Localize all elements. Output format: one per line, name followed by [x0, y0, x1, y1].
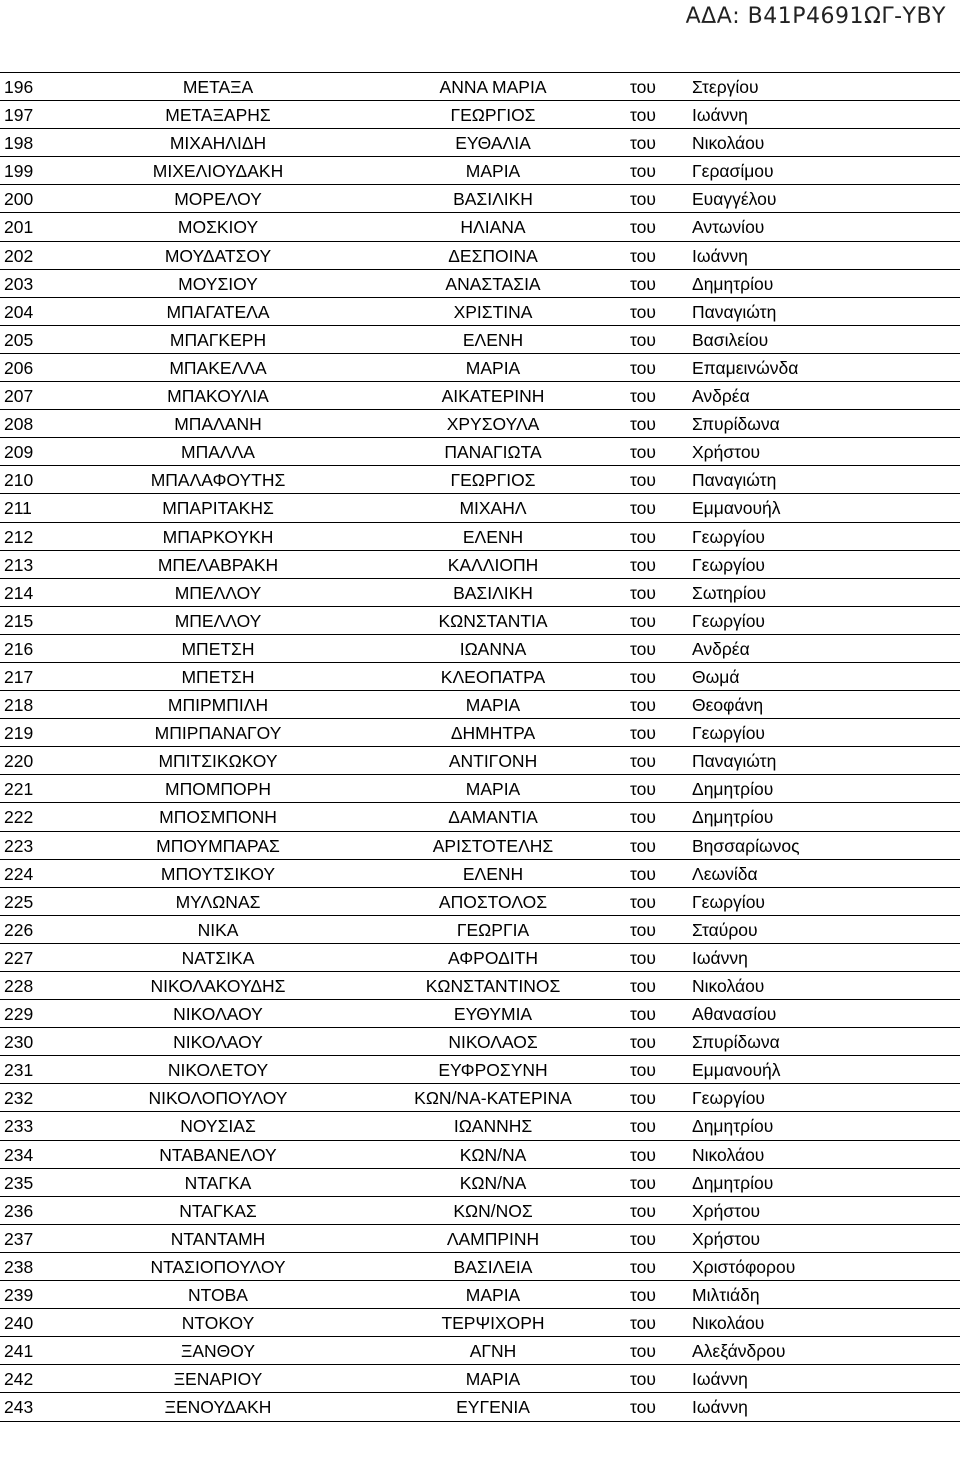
surname: ΝΙΚΟΛΕΤΟΥ [167, 1060, 269, 1081]
of-word: του [630, 161, 656, 182]
table-row [0, 326, 960, 354]
surname: ΜΟΡΕΛΟΥ [174, 189, 262, 210]
of-word: του [630, 1285, 656, 1306]
table-row [0, 129, 960, 157]
table-row [0, 466, 960, 494]
row-number: 206 [4, 357, 34, 378]
father-name: Αλεξάνδρου [692, 1341, 786, 1362]
table-row [0, 523, 960, 551]
row-number: 198 [4, 133, 34, 154]
table-row [0, 270, 960, 298]
row-number: 197 [4, 105, 34, 126]
surname: ΜΠΟΥΜΠΑΡΑΣ [156, 835, 280, 856]
first-name: ΜΙΧΑΗΛ [459, 498, 527, 519]
father-name: Δημητρίου [692, 1116, 774, 1137]
row-number: 219 [4, 723, 34, 744]
father-name: Γεωργίου [692, 1088, 765, 1109]
surname: ΞΑΝΘΟΥ [180, 1341, 256, 1362]
row-number: 216 [4, 638, 34, 659]
father-name: Ιωάννη [692, 1369, 748, 1390]
father-name: Ευαγγέλου [692, 189, 777, 210]
of-word: του [630, 779, 656, 800]
names-table [0, 72, 960, 1422]
row-number: 205 [4, 329, 34, 350]
surname: ΜΕΤΑΞΑΡΗΣ [165, 105, 271, 126]
first-name: ΧΡΥΣΟΥΛΑ [446, 414, 540, 435]
table-row [0, 747, 960, 775]
surname: ΜΟΥΔΑΤΣΟΥ [164, 245, 272, 266]
of-word: του [630, 1397, 656, 1418]
row-number: 223 [4, 835, 34, 856]
row-number: 201 [4, 217, 34, 238]
first-name: ΒΑΣΙΛΕΙΑ [453, 1256, 533, 1277]
father-name: Θωμά [692, 666, 740, 687]
first-name: ΧΡΙΣΤΙΝΑ [453, 301, 533, 322]
surname: ΜΠΟΜΠΟΡΗ [165, 779, 271, 800]
father-name: Σωτηρίου [692, 582, 767, 603]
surname: ΝΤΑΝΤΑΜΗ [170, 1228, 266, 1249]
row-number: 229 [4, 1004, 34, 1025]
first-name: ΕΥΘΑΛΙΑ [455, 133, 531, 154]
of-word: του [630, 1116, 656, 1137]
father-name: Εμμανουήλ [692, 498, 781, 519]
surname: ΝΙΚΟΛΑΟΥ [173, 1032, 263, 1053]
father-name: Χρήστου [692, 1228, 761, 1249]
table-row [0, 410, 960, 438]
row-number: 203 [4, 273, 34, 294]
row-number: 228 [4, 976, 34, 996]
surname: ΜΠΕΤΣΗ [181, 666, 255, 687]
first-name: ΔΗΜΗΤΡΑ [450, 723, 536, 744]
father-name: Παναγιώτη [692, 301, 777, 322]
of-word: του [630, 357, 656, 378]
table-row [0, 494, 960, 522]
father-name: Σπυρίδωνα [692, 1032, 780, 1053]
row-number: 227 [4, 947, 34, 968]
table-row [0, 832, 960, 860]
father-name: Λεωνίδα [692, 863, 758, 884]
first-name: ΓΕΩΡΓΙΟΣ [450, 105, 536, 126]
father-name: Χρήστου [692, 442, 761, 463]
of-word: του [630, 638, 656, 659]
surname: ΜΠΑΛΑΦΟΥΤΗΣ [150, 470, 286, 491]
father-name: Δημητρίου [692, 807, 774, 828]
father-name: Παναγιώτη [692, 751, 777, 772]
father-name: Χρήστου [692, 1200, 761, 1221]
surname: ΜΠΟΣΜΠΟΝΗ [159, 807, 277, 828]
row-number: 233 [4, 1116, 34, 1137]
of-word: του [630, 582, 656, 603]
first-name: ΠΑΝΑΓΙΩΤΑ [444, 442, 542, 463]
table-row [0, 1365, 960, 1393]
surname: ΜΠΕΛΑΒΡΑΚΗ [157, 554, 279, 575]
surname: ΝΟΥΣΙΑΣ [180, 1116, 256, 1137]
row-number: 199 [4, 161, 34, 182]
father-name: Ανδρέα [692, 638, 750, 659]
row-number: 243 [4, 1397, 34, 1418]
row-number: 225 [4, 891, 34, 912]
surname: ΜΙΧΕΛΙΟΥΔΑΚΗ [152, 161, 284, 182]
father-name: Ιωάννη [692, 105, 748, 126]
of-word: του [630, 217, 656, 238]
row-number: 226 [4, 919, 34, 940]
father-name: Επαμεινώνδα [692, 357, 799, 378]
of-word: του [630, 442, 656, 463]
table-row [0, 1393, 960, 1421]
table-row [0, 382, 960, 410]
first-name: ΚΩΝ/ΝΑ [459, 1144, 527, 1165]
row-number: 220 [4, 751, 34, 772]
of-word: του [630, 1032, 656, 1053]
of-word: του [630, 77, 656, 97]
of-word: του [630, 666, 656, 687]
surname: ΜΠΑΚΟΥΛΙΑ [167, 386, 269, 407]
table-row [0, 803, 960, 831]
row-number: 218 [4, 695, 34, 716]
father-name: Παναγιώτη [692, 470, 777, 491]
surname: ΞΕΝΑΡΙΟΥ [173, 1369, 263, 1390]
surname: ΝΤΑΣΙΟΠΟΥΛΟΥ [150, 1256, 286, 1277]
father-name: Δημητρίου [692, 1172, 774, 1193]
father-name: Αντωνίου [692, 217, 765, 238]
table-row [0, 916, 960, 944]
row-number: 221 [4, 779, 34, 800]
table-row [0, 1253, 960, 1281]
table-row [0, 663, 960, 691]
of-word: του [630, 414, 656, 435]
father-name: Γερασίμου [692, 161, 774, 182]
first-name: ΚΩΝ/ΝΑ-ΚΑΤΕΡΙΝΑ [414, 1088, 572, 1109]
father-name: Εμμανουήλ [692, 1060, 781, 1081]
row-number: 242 [4, 1369, 34, 1390]
table-row [0, 719, 960, 747]
father-name: Στεργίου [692, 77, 759, 97]
father-name: Θεοφάνη [692, 695, 764, 716]
father-name: Γεωργίου [692, 610, 765, 631]
table-row [0, 213, 960, 241]
table-row [0, 354, 960, 382]
surname: ΝΤΟΒΑ [188, 1285, 248, 1306]
father-name: Δημητρίου [692, 779, 774, 800]
table-row [0, 579, 960, 607]
father-name: Γεωργίου [692, 891, 765, 912]
father-name: Ιωάννη [692, 245, 748, 266]
surname: ΝΙΚΟΛΟΠΟΥΛΟΥ [148, 1088, 288, 1109]
of-word: του [630, 695, 656, 716]
of-word: του [630, 919, 656, 940]
row-number: 241 [4, 1341, 34, 1362]
table-row [0, 1084, 960, 1112]
row-number: 238 [4, 1256, 34, 1277]
table-row [0, 551, 960, 579]
of-word: του [630, 863, 656, 884]
row-number: 209 [4, 442, 34, 463]
of-word: του [630, 1144, 656, 1165]
surname: ΜΠΑΓΑΤΕΛΑ [166, 301, 270, 322]
table-row [0, 972, 960, 1000]
surname: ΜΠΟΥΤΣΙΚΟΥ [160, 863, 276, 884]
of-word: του [630, 1341, 656, 1362]
table-row [0, 1028, 960, 1056]
father-name: Νικολάου [692, 1144, 765, 1165]
first-name: ΕΥΘΥΜΙΑ [453, 1004, 533, 1025]
first-name: ΚΩΝΣΤΑΝΤΙΝΟΣ [425, 976, 561, 996]
first-name: ΜΑΡΙΑ [465, 695, 521, 716]
table-row [0, 1056, 960, 1084]
father-name: Δημητρίου [692, 273, 774, 294]
row-number: 207 [4, 386, 34, 407]
first-name: ΚΩΝ/ΝΑ [459, 1172, 527, 1193]
first-name: ΙΩΑΝΝΑ [459, 638, 527, 659]
of-word: του [630, 947, 656, 968]
father-name: Βασιλείου [692, 329, 769, 350]
table-row [0, 242, 960, 270]
table-row [0, 1309, 960, 1337]
first-name: ΤΕΡΨΙΧΟΡΗ [441, 1313, 545, 1334]
of-word: του [630, 1369, 656, 1390]
first-name: ΕΛΕΝΗ [462, 526, 524, 547]
table-row [0, 860, 960, 888]
of-word: του [630, 751, 656, 772]
surname: ΜΠΑΚΕΛΛΑ [169, 357, 267, 378]
table-row [0, 775, 960, 803]
table-row [0, 73, 960, 101]
of-word: του [630, 386, 656, 407]
row-number: 231 [4, 1060, 34, 1081]
of-word: του [630, 526, 656, 547]
table-row [0, 607, 960, 635]
of-word: του [630, 723, 656, 744]
surname: ΜΠΙΡΠΑΝΑΓΟΥ [154, 723, 282, 744]
row-number: 204 [4, 301, 34, 322]
row-number: 214 [4, 582, 34, 603]
row-number: 202 [4, 245, 34, 266]
surname: ΜΠΙΤΣΙΚΩΚΟΥ [158, 751, 278, 772]
surname: ΜΟΥΣΙΟΥ [178, 273, 258, 294]
row-number: 213 [4, 554, 34, 575]
of-word: του [630, 1088, 656, 1109]
row-number: 215 [4, 610, 34, 631]
table-row [0, 1197, 960, 1225]
first-name: ΑΝΑΣΤΑΣΙΑ [445, 273, 541, 294]
table-row [0, 944, 960, 972]
row-number: 232 [4, 1088, 34, 1109]
table-row [0, 101, 960, 129]
first-name: ΜΑΡΙΑ [465, 779, 521, 800]
table-row [0, 438, 960, 466]
surname: ΝΤΑΓΚΑΣ [179, 1200, 257, 1221]
first-name: ΕΥΓΕΝΙΑ [456, 1397, 530, 1418]
row-number: 235 [4, 1172, 34, 1193]
first-name: ΕΛΕΝΗ [462, 863, 524, 884]
first-name: ΚΛΕΟΠΑΤΡΑ [440, 666, 546, 687]
surname: ΝΑΤΣΙΚΑ [181, 947, 255, 968]
of-word: του [630, 329, 656, 350]
first-name: ΑΓΝΗ [469, 1341, 517, 1362]
first-name: ΑΝΝΑ ΜΑΡΙΑ [439, 77, 547, 97]
table-row [0, 1169, 960, 1197]
father-name: Χριστόφορου [692, 1256, 796, 1277]
row-number: 217 [4, 666, 34, 687]
first-name: ΝΙΚΟΛΑΟΣ [448, 1032, 538, 1053]
row-number: 196 [4, 77, 34, 97]
row-number: 230 [4, 1032, 34, 1053]
father-name: Γεωργίου [692, 723, 765, 744]
of-word: του [630, 470, 656, 491]
of-word: του [630, 1228, 656, 1249]
first-name: ΜΑΡΙΑ [465, 357, 521, 378]
first-name: ΒΑΣΙΛΙΚΗ [453, 582, 533, 603]
surname: ΝΤΟΚΟΥ [181, 1313, 255, 1334]
row-number: 208 [4, 414, 34, 435]
row-number: 224 [4, 863, 34, 884]
table-row [0, 298, 960, 326]
row-number: 239 [4, 1285, 34, 1306]
table-row [0, 1337, 960, 1365]
father-name: Βησσαρίωνος [692, 835, 800, 856]
of-word: του [630, 189, 656, 210]
father-name: Γεωργίου [692, 526, 765, 547]
row-number: 210 [4, 470, 34, 491]
table-row [0, 157, 960, 185]
first-name: ΕΥΦΡΟΣΥΝΗ [438, 1060, 548, 1081]
table-row [0, 1000, 960, 1028]
of-word: του [630, 1004, 656, 1025]
surname: ΝΤΑΒΑΝΕΛΟΥ [159, 1144, 277, 1165]
father-name: Μιλτιάδη [692, 1285, 760, 1306]
row-number: 212 [4, 526, 34, 547]
of-word: του [630, 891, 656, 912]
row-number: 240 [4, 1313, 34, 1334]
surname: ΝΤΑΓΚΑ [184, 1172, 252, 1193]
row-number: 211 [4, 498, 32, 519]
table-row [0, 1141, 960, 1169]
first-name: ΜΑΡΙΑ [465, 1369, 521, 1390]
first-name: ΜΑΡΙΑ [465, 161, 521, 182]
table-row [0, 691, 960, 719]
row-number: 234 [4, 1144, 34, 1165]
of-word: του [630, 245, 656, 266]
of-word: του [630, 835, 656, 856]
surname: ΝΙΚΟΛΑΟΥ [173, 1004, 263, 1025]
first-name: ΓΕΩΡΓΙΟΣ [450, 470, 536, 491]
surname: ΜΕΤΑΞΑ [182, 77, 254, 97]
of-word: του [630, 498, 656, 519]
ada-header: ΑΔΑ: Β41Ρ4691ΩΓ-ΥΒΥ [685, 4, 946, 29]
surname: ΜΠΑΡΙΤΑΚΗΣ [162, 498, 274, 519]
surname: ΜΠΑΛΛΑ [181, 442, 255, 463]
of-word: του [630, 1200, 656, 1221]
of-word: του [630, 807, 656, 828]
of-word: του [630, 133, 656, 154]
of-word: του [630, 273, 656, 294]
of-word: του [630, 610, 656, 631]
of-word: του [630, 301, 656, 322]
table-row [0, 185, 960, 213]
first-name: ΗΛΙΑΝΑ [460, 217, 526, 238]
first-name: ΜΑΡΙΑ [465, 1285, 521, 1306]
first-name: ΓΕΩΡΓΙΑ [456, 919, 530, 940]
table-row [0, 1225, 960, 1253]
first-name: ΔΕΣΠΟΙΝΑ [448, 245, 538, 266]
first-name: ΑΡΙΣΤΟΤΕΛΗΣ [432, 835, 554, 856]
surname: ΜΠΕΛΛΟΥ [174, 610, 262, 631]
surname: ΜΥΛΩΝΑΣ [175, 891, 261, 912]
of-word: του [630, 554, 656, 575]
surname: ΜΠΙΡΜΠΙΛΗ [167, 695, 269, 716]
first-name: ΛΑΜΠΡΙΝΗ [446, 1228, 540, 1249]
row-number: 200 [4, 189, 34, 210]
surname: ΜΠΕΤΣΗ [181, 638, 255, 659]
father-name: Ανδρέα [692, 386, 750, 407]
first-name: ΔΑΜΑΝΤΙΑ [448, 807, 538, 828]
of-word: του [630, 1172, 656, 1193]
surname: ΞΕΝΟΥΔΑΚΗ [164, 1397, 272, 1418]
father-name: Ιωάννη [692, 947, 748, 968]
table-row [0, 635, 960, 663]
first-name: ΚΑΛΛΙΟΠΗ [447, 554, 539, 575]
first-name: ΙΩΑΝΝΗΣ [453, 1116, 533, 1137]
father-name: Αθανασίου [692, 1004, 777, 1025]
first-name: ΑΙΚΑΤΕΡΙΝΗ [441, 386, 545, 407]
first-name: ΑΝΤΙΓΟΝΗ [448, 751, 538, 772]
row-number: 222 [4, 807, 34, 828]
father-name: Σταύρου [692, 919, 758, 940]
row-number: 237 [4, 1228, 34, 1249]
father-name: Γεωργίου [692, 554, 765, 575]
first-name: ΚΩΝ/ΝΟΣ [453, 1200, 533, 1221]
surname: ΜΠΑΛΑΝΗ [174, 414, 262, 435]
first-name: ΕΛΕΝΗ [462, 329, 524, 350]
father-name: Σπυρίδωνα [692, 414, 780, 435]
table-row [0, 1112, 960, 1140]
of-word: του [630, 1256, 656, 1277]
father-name: Νικολάου [692, 133, 765, 154]
father-name: Ιωάννη [692, 1397, 748, 1418]
father-name: Νικολάου [692, 976, 765, 996]
first-name: ΚΩΝΣΤΑΝΤΙΑ [438, 610, 548, 631]
surname: ΜΙΧΑΗΛΙΔΗ [169, 133, 267, 154]
surname: ΝΙΚΟΛΑΚΟΥΔΗΣ [150, 976, 286, 996]
surname: ΜΠΕΛΛΟΥ [174, 582, 262, 603]
of-word: του [630, 105, 656, 126]
surname: ΜΟΣΚΙΟΥ [177, 217, 259, 238]
surname: ΜΠΑΡΚΟΥΚΗ [162, 526, 274, 547]
father-name: Νικολάου [692, 1313, 765, 1334]
surname: ΝΙΚΑ [197, 919, 239, 940]
surname: ΜΠΑΓΚΕΡΗ [169, 329, 267, 350]
first-name: ΑΠΟΣΤΟΛΟΣ [438, 891, 548, 912]
first-name: ΒΑΣΙΛΙΚΗ [453, 189, 533, 210]
of-word: του [630, 1060, 656, 1081]
first-name: ΑΦΡΟΔΙΤΗ [448, 947, 538, 968]
row-number: 236 [4, 1200, 34, 1221]
table-row [0, 1281, 960, 1309]
of-word: του [630, 1313, 656, 1334]
of-word: του [630, 976, 656, 996]
table-row [0, 888, 960, 916]
